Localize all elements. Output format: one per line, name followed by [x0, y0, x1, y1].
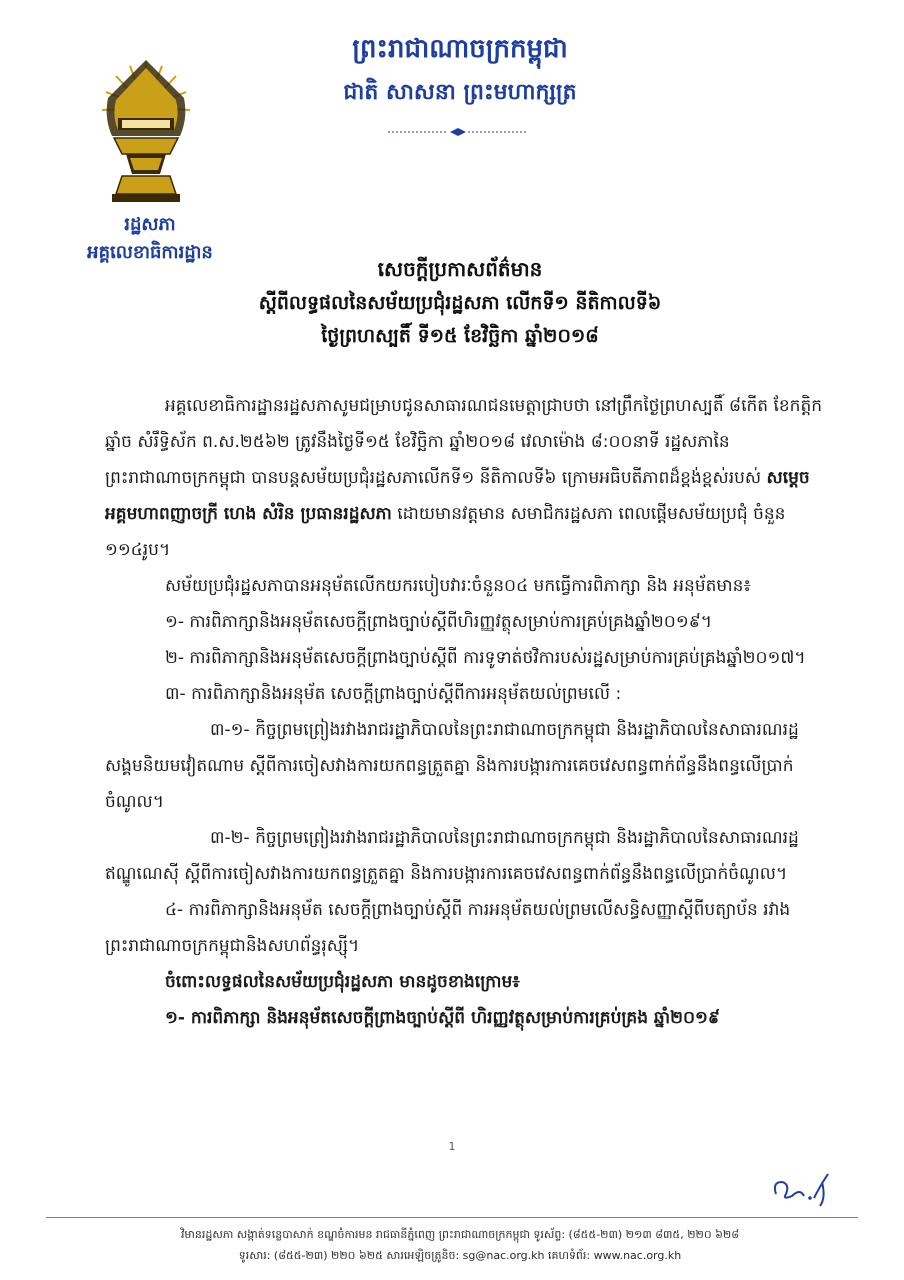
organization-name: រដ្ឋសភា — [124, 214, 176, 235]
footer-address: វិមានរដ្ឋសភា សង្កាត់ទន្លេបាសាក់ ខណ្ឌចំការមន រាជធានីភ្នំពេញ ព្រះរាជាណាចក្រកម្ពុជា ទូរស័ព្ទ: (៨៥៥-២៣) ២១៣ ៨៣៥, ២២០ ៦២៨ — [180, 1228, 740, 1241]
document-title: សេចក្តីប្រកាសព័ត៌មាន — [377, 257, 543, 281]
handwritten-initials-icon — [770, 1168, 840, 1208]
agenda-item-3-1: ៣-១- កិច្ចព្រមព្រៀងរវាងរាជរដ្ឋាភិបាលនៃព្រះរាជាណាចក្រកម្ពុជា និងរដ្ឋាភិបាលនៃសាធារណរដ្ឋសង្គមនិយមវៀតណាម ស្តីពីការចៀសវាងការយកពន្ធត្រួតគ្នា និងការបង្ការការគេចវេសពន្ធពាក់ព័ន្ធនឹងពន្ធលើប្រាក់ចំណូល។ — [105, 720, 799, 812]
decorative-divider-icon — [388, 128, 528, 136]
document-subtitle: ស្តីពីលទ្ធផលនៃសម័យប្រជុំរដ្ឋសភា លើកទី១ នីតិកាលទី៦ — [258, 292, 662, 314]
agenda-item-2: ២- ការពិភាក្សានិងអនុម័តសេចក្តីព្រាងច្បាប់ស្តីពី ការទូទាត់ថវិការបស់រដ្ឋសម្រាប់ការគ្រប់គ្រងឆ្នាំ២០១៧។ — [165, 648, 806, 668]
document-date: ថ្ងៃព្រហស្បតិ៍ ទី១៥ ខែវិច្ឆិកា ឆ្នាំ២០១៨ — [321, 325, 599, 347]
agenda-item-3-2: ៣-២- កិច្ចព្រមព្រៀងរវាងរាជរដ្ឋាភិបាលនៃព្រះរាជាណាចក្រកម្ពុជា និងរដ្ឋាភិបាលនៃសាធារណរដ្ឋឥណ្ឌូណេស៊ី ស្តីពីការចៀសវាងការយកពន្ធត្រួតគ្នា និងការបង្ការការគេចវេសពន្ធពាក់ព័ន្ធនឹងពន្ធលើប្រាក់ចំណូល។ — [105, 828, 799, 884]
agenda-item-4: ៤- ការពិភាក្សានិងអនុម័ត សេចក្តីព្រាងច្បាប់ស្តីពី ការអនុម័តយល់ព្រមលើសន្ធិសញ្ញាស្តីពីបត្យាប័ន រវាងព្រះរាជាណាចក្រកម្ពុជានិងសហព័ន្ធរុស្ស៊ី។ — [105, 900, 791, 956]
footer-divider — [46, 1217, 858, 1218]
intro-text-end: ដោយមានវត្តមាន សមាជិករដ្ឋសភា ពេលផ្តើមសម័យប្រជុំ ចំនួន ១១៤រូប។ — [105, 504, 786, 560]
page-number: 1 — [448, 1140, 456, 1153]
intro-text: អគ្គលេខាធិការដ្ឋានរដ្ឋសភាសូមជម្រាបជូនសាធារណជនមេត្តាជ្រាបថា នៅព្រឹកថ្ងៃព្រហស្បតិ៍ ៨កើត ខែកត្តិក ឆ្នាំច សំរឹទ្ធិស័ក ព.ស.២៥៦២ ត្រូវនឹងថ្ងៃទី១៥ ខែវិច្ឆិកា ឆ្នាំ២០១៨ វេលាម៉ោង ៨:០០នាទី រដ្ឋសភានៃព្រះរាជាណាចក្រកម្ពុជា បានបន្តសម័យប្រជុំរដ្ឋសភាលើកទី១ នីតិកាលទី៦ ក្រោមអធិបតីភាពដ៏ខ្ពង់ខ្ពស់របស់ — [105, 396, 823, 488]
agenda-item-3: ៣- ការពិភាក្សានិងអនុម័ត សេចក្តីព្រាងច្បាប់ស្តីពីការអនុម័តយល់ព្រមលើ : — [165, 684, 622, 704]
intro-paragraph — [105, 388, 827, 568]
national-assembly-emblem-icon — [100, 58, 192, 208]
document-body — [105, 388, 827, 1036]
agenda-paragraph: សម័យប្រជុំរដ្ឋសភាបានអនុម័តលើកយករបៀបវារៈចំនួន០៤ មកធ្វើការពិភាក្សា និង អនុម័តមាន៖ — [165, 576, 751, 596]
results-heading: ចំពោះលទ្ធផលនៃសម័យប្រជុំរដ្ឋសភា មានដូចខាងក្រោម៖ — [165, 972, 520, 992]
national-motto: ជាតិ សាសនា ព្រះមហាក្សត្រ — [343, 80, 577, 105]
agenda-item-1: ១- ការពិភាក្សានិងអនុម័តសេចក្តីព្រាងច្បាប់ស្តីពីហិរញ្ញវត្ថុសម្រាប់ការគ្រប់គ្រងឆ្នាំ២០១៩។ — [165, 612, 712, 632]
kingdom-title: ព្រះរាជាណាចក្រកម្ពុជា — [352, 34, 568, 64]
footer-contact: ទូរសារ: (៨៥៥-២៣) ២២០ ៦២៥ សារអេឡិចត្រូនិច: sg@nac.org.kh គេហទំព័រ: www.nac.org.kh — [238, 1249, 682, 1262]
department-name: អគ្គលេខាធិការដ្ឋាន — [87, 242, 213, 263]
president-name: សម្តេចអគ្គមហាពញាចក្រី ហេង សំរិន ប្រធានរដ្ឋសភា — [105, 468, 810, 524]
result-item-1: ១- ការពិភាក្សា និងអនុម័តសេចក្តីព្រាងច្បាប់ស្តីពី ហិរញ្ញវត្ថុសម្រាប់ការគ្រប់គ្រង ឆ្នាំ២០១៩ — [165, 1008, 720, 1028]
